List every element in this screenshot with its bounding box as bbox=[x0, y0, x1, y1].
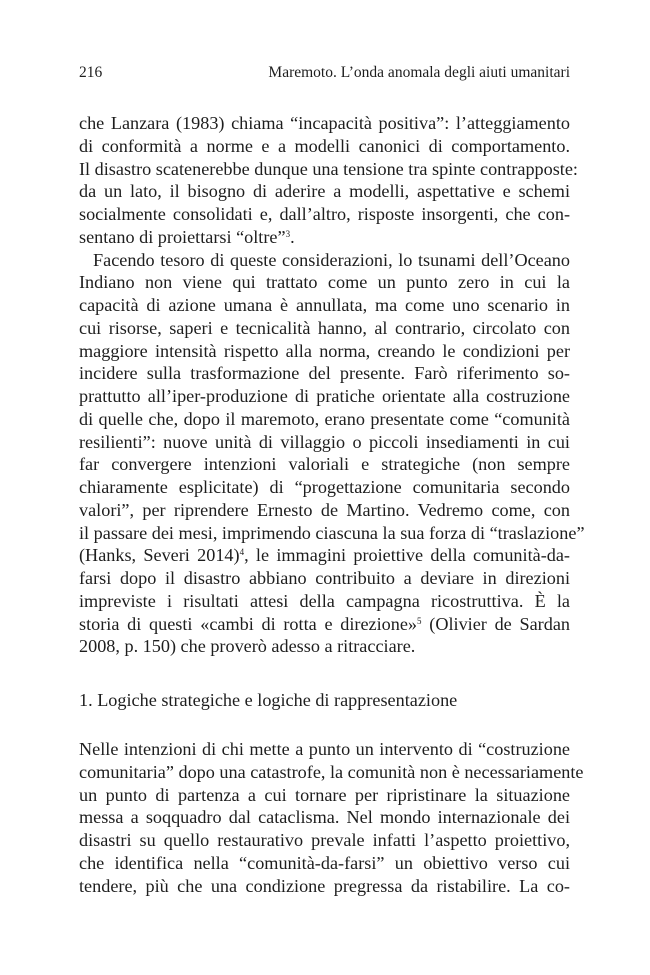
text-line bbox=[79, 613, 570, 636]
line-text: , le immagini proiettive della comunità-da- bbox=[244, 545, 570, 566]
text-line: prattutto all’iper-produzione di pratiche orientate alla costruzione bbox=[79, 386, 570, 406]
page-number: 216 bbox=[79, 64, 103, 81]
text-line: disastri su quello restaurativo prevale infatti l’aspetto proiettivo, bbox=[79, 830, 570, 850]
footnote-ref: 3 bbox=[285, 228, 291, 239]
footnote-ref: 5 bbox=[417, 615, 422, 626]
text-line: chiaramente esplicitate) di “progettazione comunitaria secondo bbox=[79, 477, 570, 497]
footnote-ref: 4 bbox=[239, 547, 245, 558]
line-text: . bbox=[290, 226, 295, 247]
text-line: il passare dei mesi, imprimendo ciascuna la sua forza di “traslazione” bbox=[79, 522, 585, 543]
text-line bbox=[79, 226, 570, 249]
text-line: di quelle che, dopo il maremoto, erano presentate come “comunità bbox=[79, 408, 570, 429]
text-line: farsi dopo il disastro abbiano contribuito a deviare in direzioni bbox=[79, 568, 570, 588]
text-line: impreviste i risultati attesi della campagna ricostruttiva. È la bbox=[79, 590, 570, 611]
text-line: Indiano non viene qui trattato come un punto zero in cui la bbox=[79, 272, 570, 293]
text-line: incidere sulla trasformazione del presente. Farò riferimento so- bbox=[79, 363, 570, 384]
text-line: Facendo tesoro di queste considerazioni, lo tsunami dell’Oceano bbox=[93, 249, 570, 270]
text-line: socialmente consolidati e, dall’altro, risposte insorgenti, che con- bbox=[79, 204, 570, 224]
body-text-top bbox=[79, 112, 585, 658]
line-text: (Hanks, Severi 2014) bbox=[79, 545, 240, 566]
text-line: Il disastro scatenerebbe dunque una tensione tra spinte contrapposte: bbox=[79, 158, 578, 179]
section-heading: 1. Logiche strategiche e logiche di rappresentazione bbox=[79, 690, 458, 710]
text-line: resilienti”: nuove unità di villaggio o piccoli insediamenti in cui bbox=[79, 431, 570, 452]
text-line: un punto di partenza a cui tornare per ripristinare la situazione bbox=[79, 784, 570, 805]
running-title: Maremoto. L’onda anomala degli aiuti umanitari bbox=[268, 64, 570, 81]
line-text: sentano di proiettarsi “oltre” bbox=[79, 226, 286, 247]
text-line: tendere, più che una condizione pregressa da ristabilire. La co- bbox=[79, 875, 570, 896]
text-line: che identifica nella “comunità-da-farsi” un obiettivo verso cui bbox=[79, 852, 570, 873]
text-line: maggiore intensità rispetto alla norma, creando le condizioni per bbox=[79, 340, 570, 361]
body-text-bottom bbox=[79, 738, 584, 897]
text-line: far convergere intenzioni valoriali e strategiche (non sempre bbox=[79, 454, 570, 475]
text-line: Nelle intenzioni di chi mette a punto un intervento di “costruzione bbox=[79, 739, 570, 759]
line-text: (Olivier de Sardan bbox=[421, 613, 570, 634]
text-line: valori”, per riprendere Ernesto de Martino. Vedremo come, con bbox=[79, 499, 570, 520]
text-line: capacità di azione umana è annullata, ma come uno scenario in bbox=[79, 295, 570, 315]
text-line: di conformità a norme e a modelli canonici di comportamento. bbox=[79, 135, 570, 156]
text-line bbox=[79, 544, 570, 567]
line-text: storia di questi «cambi di rotta e direzione» bbox=[79, 613, 418, 634]
text-line: messa a soqquadro dal cataclisma. Nel mondo internazionale dei bbox=[79, 807, 570, 828]
text-line: da un lato, il bisogno di aderire a modelli, aspettative e schemi bbox=[79, 181, 570, 202]
text-line: che Lanzara (1983) chiama “incapacità positiva”: l’atteggiamento bbox=[79, 113, 570, 133]
text-line: 2008, p. 150) che proverò adesso a ritracciare. bbox=[79, 636, 416, 657]
text-line: comunitaria” dopo una catastrofe, la comunità non è necessariamente bbox=[79, 761, 584, 782]
text-line: cui risorse, saperi e tecnicalità hanno, al contrario, circolato con bbox=[79, 317, 570, 338]
